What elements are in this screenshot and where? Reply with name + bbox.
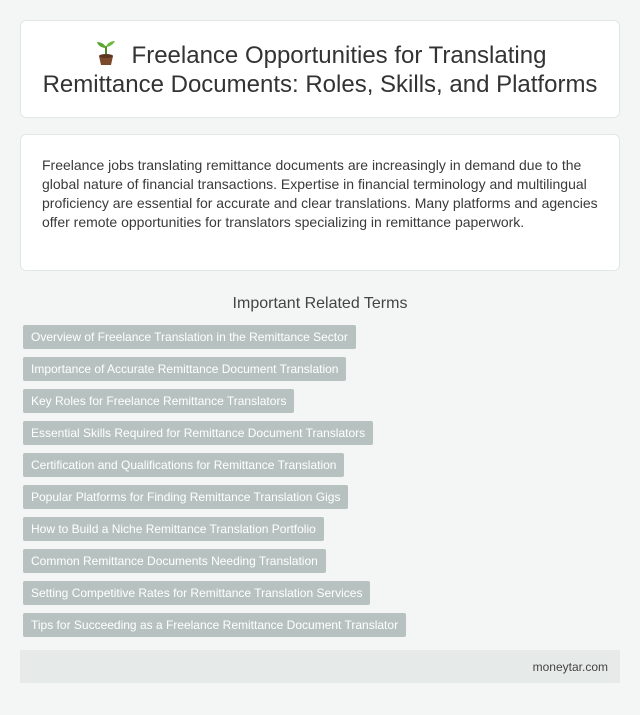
footer — [20, 650, 620, 683]
title-card — [20, 20, 620, 118]
related-term-tag[interactable]: Tips for Succeeding as a Freelance Remittance Document Translator — [23, 613, 406, 637]
footer-site-name: moneytar.com — [532, 659, 608, 674]
related-terms-list — [20, 325, 620, 637]
sprout-icon — [94, 40, 118, 66]
related-term-tag[interactable]: Importance of Accurate Remittance Document Translation — [23, 357, 346, 381]
related-terms-heading: Important Related Terms — [232, 295, 408, 312]
related-term-tag[interactable]: Essential Skills Required for Remittance Document Translators — [23, 421, 373, 445]
page-title-text: Freelance Opportunities for Translating Remittance Documents: Roles, Skills, and Platforms — [42, 41, 598, 98]
related-term-tag[interactable]: Overview of Freelance Translation in the Remittance Sector — [23, 325, 356, 349]
related-term-tag[interactable]: Key Roles for Freelance Remittance Translators — [23, 389, 294, 413]
related-term-tag[interactable]: Common Remittance Documents Needing Translation — [23, 549, 326, 573]
page-title — [41, 40, 599, 99]
related-term-tag[interactable]: Popular Platforms for Finding Remittance Translation Gigs — [23, 485, 348, 509]
intro-card — [20, 134, 620, 271]
related-term-tag[interactable]: How to Build a Niche Remittance Translation Portfolio — [23, 517, 324, 541]
related-term-tag[interactable]: Setting Competitive Rates for Remittance Translation Services — [23, 581, 370, 605]
intro-paragraph: Freelance jobs translating remittance documents are increasingly in demand due to the global nature of financial transactions. Expertise in financial terminology and multilingual proficiency are essential for accurate and clear translations. Many platforms and agencies offer remote opportunities for translators specializing in remittance paperwork. — [42, 157, 598, 230]
related-term-tag[interactable]: Certification and Qualifications for Remittance Translation — [23, 453, 344, 477]
